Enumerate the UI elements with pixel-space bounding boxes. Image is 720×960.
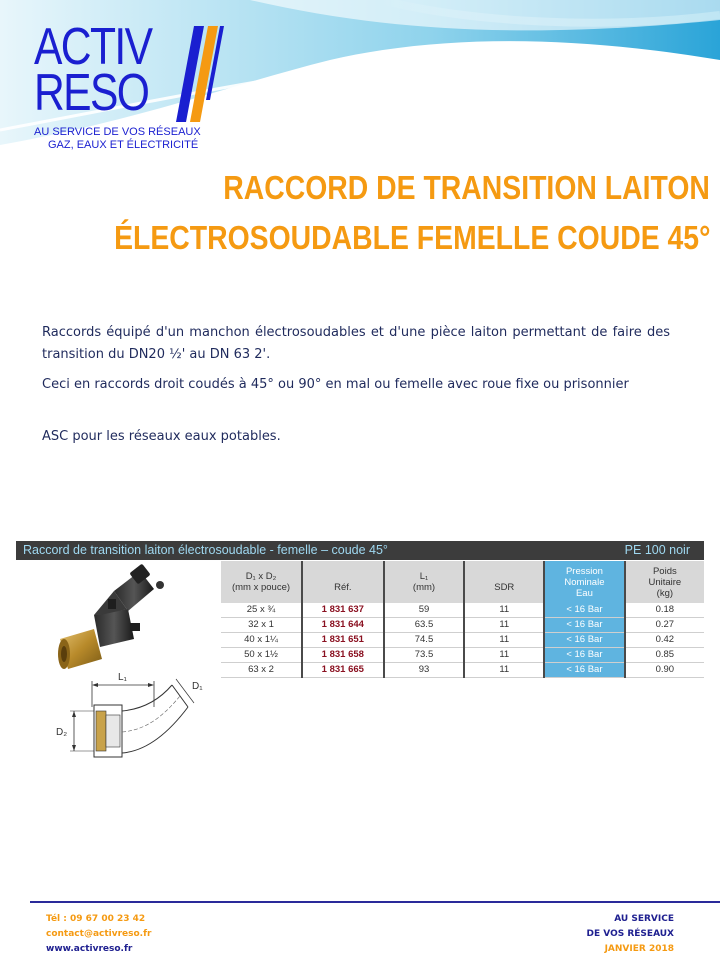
cell-pressure: < 16 Bar <box>544 618 625 633</box>
cell-sdr: 11 <box>464 618 544 633</box>
product-catalog-extract <box>16 541 704 773</box>
cell-ref: 1 831 644 <box>302 618 384 633</box>
cell-ref: 1 831 637 <box>302 603 384 618</box>
cell-pressure: < 16 Bar <box>544 648 625 663</box>
cell-sdr: 11 <box>464 663 544 678</box>
cell-pressure: < 16 Bar <box>544 603 625 618</box>
cell-size: 25 x ¾ <box>221 603 302 618</box>
table-row <box>221 633 704 648</box>
col-header-line: Poids <box>652 565 677 577</box>
cell-ref: 1 831 658 <box>302 648 384 663</box>
col-header-line: (mm) <box>412 582 436 593</box>
footer-email-link[interactable]: contact@activreso.fr <box>46 929 152 939</box>
cell-size: 50 x 1½ <box>221 648 302 663</box>
footer-date: JANVIER 2018 <box>604 944 674 954</box>
col-header-line: Eau <box>575 587 593 599</box>
footer-tagline-line1: AU SERVICE <box>614 914 674 924</box>
footer-contact <box>46 912 151 957</box>
description-line4: ASC pour les réseaux eaux potables. <box>42 429 281 444</box>
col-header-pressure <box>544 561 625 603</box>
cell-l1: 73.5 <box>384 648 465 663</box>
spec-table <box>221 561 704 678</box>
footer-divider <box>30 901 720 903</box>
logo-text-line1: ACTIV <box>34 18 152 76</box>
footer-tagline <box>587 912 674 957</box>
cell-sdr: 11 <box>464 603 544 618</box>
page-title-line1: RACCORD DE TRANSITION LAITON <box>223 169 710 206</box>
col-header-weight <box>625 561 704 603</box>
col-header-l1 <box>384 561 465 603</box>
catalog-header-title: Raccord de transition laiton électrosoudable - femelle – coude 45° <box>23 543 388 557</box>
col-header-line: (kg) <box>656 587 674 599</box>
description-line1: Raccords équipé d'un manchon électrosoudables et d'une pièce laiton permettant de faire des <box>42 325 670 340</box>
dim-label-l1: L₁ <box>118 672 127 683</box>
col-header-line: Pression <box>565 565 603 577</box>
logo-tagline-2: GAZ, EAUX ET ÉLECTRICITÉ <box>48 139 199 151</box>
spec-table-header-row <box>221 561 704 603</box>
catalog-header-material: PE 100 noir <box>624 543 690 557</box>
dim-label-d1: D₁ <box>192 681 203 692</box>
footer-website-link[interactable]: www.activreso.fr <box>46 944 133 954</box>
logo-tagline-1: AU SERVICE DE VOS RÉSEAUX <box>34 126 201 138</box>
technical-drawing <box>44 667 216 767</box>
col-header-dimensions <box>221 561 302 603</box>
col-header-sdr <box>464 561 544 603</box>
cell-size: 40 x 1¼ <box>221 633 302 648</box>
table-row <box>221 648 704 663</box>
description-line3: Ceci en raccords droit coudés à 45° ou 90° en mal ou femelle avec roue fixe ou prisonnier <box>42 377 629 392</box>
col-header-line: Réf. <box>334 582 352 593</box>
cell-weight: 0.27 <box>625 618 704 633</box>
col-header-line: SDR <box>494 582 515 593</box>
col-header-line: D₁ x D₂ <box>245 571 277 582</box>
logo-text-line2: RESO <box>34 64 149 122</box>
cell-l1: 74.5 <box>384 633 465 648</box>
cell-weight: 0.42 <box>625 633 704 648</box>
page-title-line2: ÉLECTROSOUDABLE FEMELLE COUDE 45° <box>113 219 710 256</box>
cell-weight: 0.85 <box>625 648 704 663</box>
dim-label-d2: D₂ <box>56 727 68 738</box>
cell-size: 32 x 1 <box>221 618 302 633</box>
footer-tagline-line2: DE VOS RÉSEAUX <box>586 929 674 939</box>
col-header-line: Nominale <box>564 576 605 588</box>
cell-pressure: < 16 Bar <box>544 633 625 648</box>
table-row <box>221 663 704 678</box>
col-header-line: (mm x pouce) <box>231 582 291 593</box>
cell-weight: 0.18 <box>625 603 704 618</box>
cell-weight: 0.90 <box>625 663 704 678</box>
footer-phone: Tél : 09 67 00 23 42 <box>46 914 146 924</box>
cell-sdr: 11 <box>464 633 544 648</box>
catalog-header-bar <box>16 541 704 560</box>
cell-ref: 1 831 665 <box>302 663 384 678</box>
description-line2: transition du DN20 ½' au DN 63 2'. <box>42 347 271 362</box>
table-row <box>221 603 704 618</box>
cell-pressure: < 16 Bar <box>544 663 625 678</box>
cell-l1: 63.5 <box>384 618 465 633</box>
cell-size: 63 x 2 <box>221 663 302 678</box>
cell-l1: 93 <box>384 663 465 678</box>
cell-ref: 1 831 651 <box>302 633 384 648</box>
table-row <box>221 618 704 633</box>
col-header-line: L₁ <box>419 571 429 582</box>
col-header-ref <box>302 561 384 603</box>
cell-sdr: 11 <box>464 648 544 663</box>
cell-l1: 59 <box>384 603 465 618</box>
col-header-line: Unitaire <box>648 576 682 588</box>
logo-slashes-icon <box>164 24 224 124</box>
